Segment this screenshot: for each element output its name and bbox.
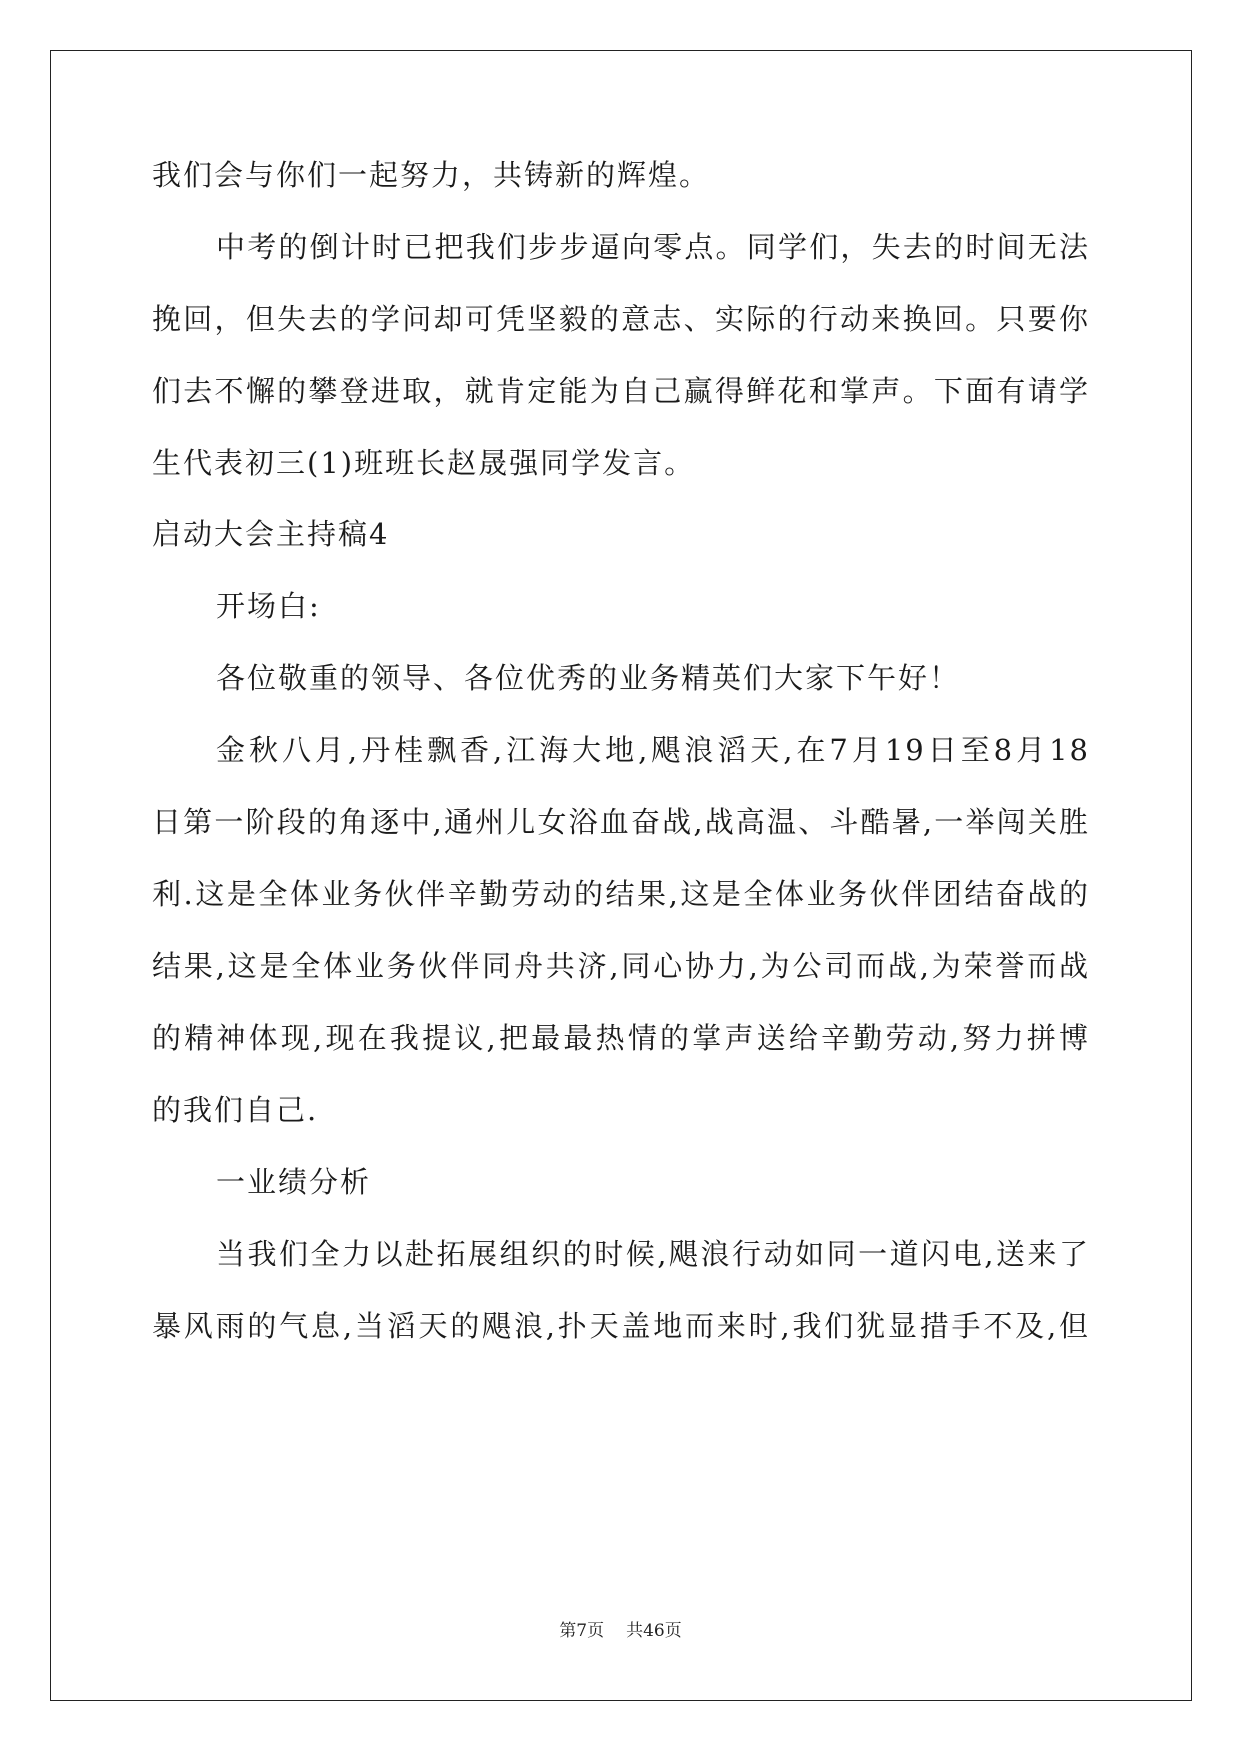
body-text-line: 暴风雨的气息,当滔天的飓浪,扑天盖地而来时,我们犹显措手不及,但 [152,1309,1090,1343]
page-footer [0,1620,1241,1642]
body-text-line: 当我们全力以赴拓展组织的时候,飓浪行动如同一道闪电,送来了 [216,1237,1090,1271]
body-text-line: 中考的倒计时已把我们步步逼向零点。同学们，失去的时间无法 [216,230,1090,264]
body-text-line: 开场白: [216,589,321,623]
body-text-line: 金秋八月,丹桂飘香,江海大地,飓浪滔天,在7月19日至8月18 [216,733,1090,767]
body-text-line: 各位敬重的领导、各位优秀的业务精英们大家下午好！ [216,661,961,695]
body-text-line: 生代表初三(1)班班长赵晟强同学发言。 [152,446,696,480]
body-text-line: 们去不懈的攀登进取，就肯定能为自己赢得鲜花和掌声。下面有请学 [152,374,1090,408]
page-number: 第7页 [559,1621,605,1641]
body-text-line: 我们会与你们一起努力，共铸新的辉煌。 [152,158,711,192]
body-text-line: 的精神体现,现在我提议,把最最热情的掌声送给辛勤劳动,努力拼博 [152,1021,1090,1055]
page-total: 共46页 [626,1621,682,1641]
body-text-line: 一业绩分析 [216,1165,372,1199]
body-text-line: 结果,这是全体业务伙伴同舟共济,同心协力,为公司而战,为荣誉而战 [152,949,1090,983]
body-text-line: 日第一阶段的角逐中,通州儿女浴血奋战,战高温、斗酷暑,一举闯关胜 [152,805,1090,839]
body-text-line: 的我们自己. [152,1093,319,1127]
body-text-line: 挽回，但失去的学问却可凭坚毅的意志、实际的行动来换回。只要你 [152,302,1090,336]
section-heading: 启动大会主持稿4 [152,517,390,551]
body-text-line: 利.这是全体业务伙伴辛勤劳动的结果,这是全体业务伙伴团结奋战的 [152,877,1090,911]
